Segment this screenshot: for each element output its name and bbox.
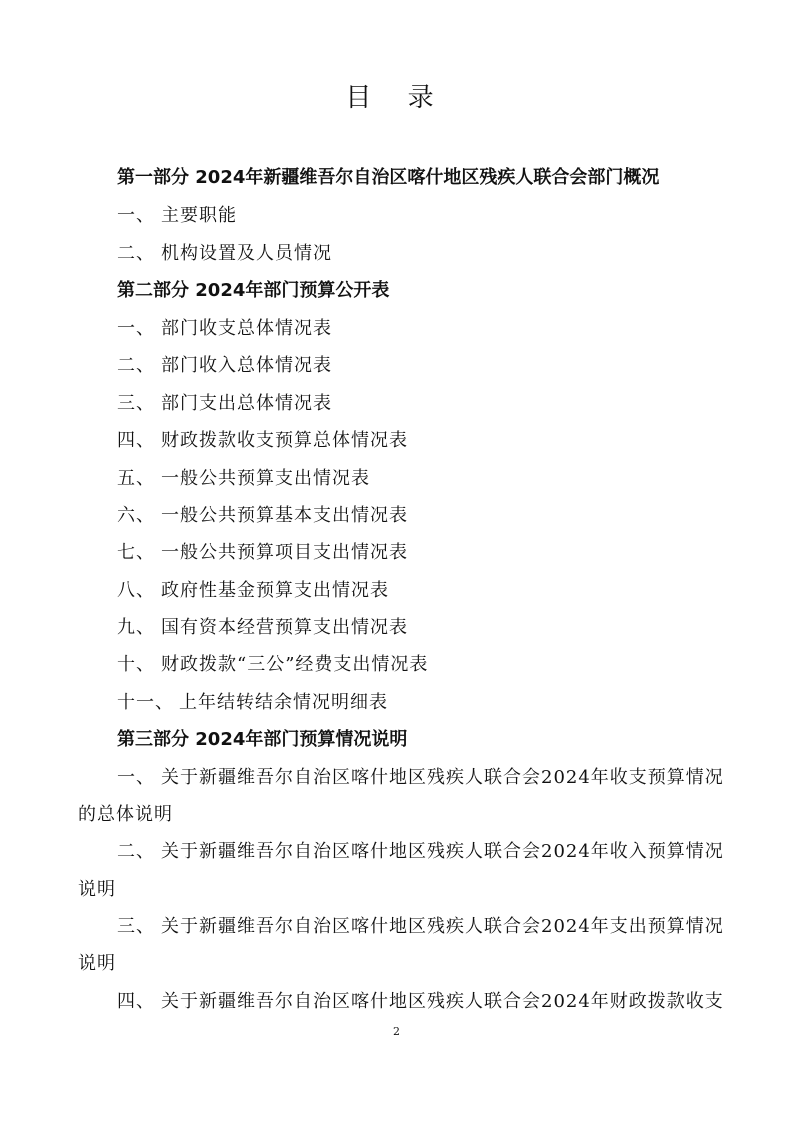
toc-item-text: 一般公共预算项目支出情况表 [161,542,408,563]
toc-item [117,614,777,642]
toc-item-number: 二、 [117,841,155,862]
toc-item-number: 三、 [117,393,155,414]
toc-item-text: 关于新疆维吾尔自治区喀什地区残疾人联合会2024年收支预算情况 [161,767,724,788]
toc-item-text: 关于新疆维吾尔自治区喀什地区残疾人联合会2024年支出预算情况 [161,916,724,937]
toc-item-text: 关于新疆维吾尔自治区喀什地区残疾人联合会2024年财政拨款收支 [161,991,724,1012]
toc-item-number: 十、 [117,654,155,675]
toc-paragraph-line [117,988,777,1016]
toc-item [117,465,777,493]
toc-item-text: 一般公共预算支出情况表 [161,468,370,489]
toc-item-number: 八、 [117,580,155,601]
toc-item-number: 一、 [117,205,155,226]
toc-paragraph-line [117,764,777,792]
toc-paragraph-continuation: 说明 [78,953,116,974]
toc-item-number: 二、 [117,243,155,264]
toc-item [117,202,777,230]
toc-item-number: 三、 [117,916,155,937]
toc-item-text: 机构设置及人员情况 [161,243,332,264]
toc-item-number: 十一、 [117,692,174,713]
toc-item-number: 四、 [117,991,155,1012]
toc-item [117,315,777,343]
toc-item-text: 关于新疆维吾尔自治区喀什地区残疾人联合会2024年收入预算情况 [161,841,724,862]
toc-item [117,240,777,268]
toc-title: 目 录 [345,83,448,113]
toc-item-text: 部门支出总体情况表 [161,393,332,414]
toc-item-text: 主要职能 [161,205,237,226]
toc-item-text: 财政拨款“三公”经费支出情况表 [161,654,429,675]
toc-paragraph-continuation: 的总体说明 [78,804,173,825]
toc-item [117,352,777,380]
part1-heading: 第一部分 2024年新疆维吾尔自治区喀什地区残疾人联合会部门概况 [117,167,660,188]
toc-item [117,539,777,567]
toc-item [117,651,777,679]
toc-item-number: 六、 [117,505,155,526]
part2-heading: 第二部分 2024年部门预算公开表 [117,280,390,301]
toc-item-number: 一、 [117,318,155,339]
toc-item-number: 九、 [117,617,155,638]
toc-item-number: 七、 [117,542,155,563]
toc-item-number: 一、 [117,767,155,788]
toc-item-number: 四、 [117,430,155,451]
toc-item [117,390,777,418]
toc-item-number: 二、 [117,355,155,376]
toc-item-text: 部门收支总体情况表 [161,318,332,339]
toc-item-text: 政府性基金预算支出情况表 [161,580,389,601]
toc-item [117,689,777,717]
toc-paragraph-line [117,913,777,941]
toc-paragraph-continuation: 说明 [78,879,116,900]
part3-heading: 第三部分 2024年部门预算情况说明 [117,729,408,750]
toc-item-text: 上年结转结余情况明细表 [179,692,388,713]
toc-item-text: 国有资本经营预算支出情况表 [161,617,408,638]
toc-item [117,502,777,530]
toc-paragraph-line [117,838,777,866]
page-number: 2 [393,1025,400,1038]
toc-item-text: 财政拨款收支预算总体情况表 [161,430,408,451]
toc-item-number: 五、 [117,468,155,489]
toc-item-text: 一般公共预算基本支出情况表 [161,505,408,526]
toc-item-text: 部门收入总体情况表 [161,355,332,376]
toc-item [117,427,777,455]
toc-item [117,577,777,605]
